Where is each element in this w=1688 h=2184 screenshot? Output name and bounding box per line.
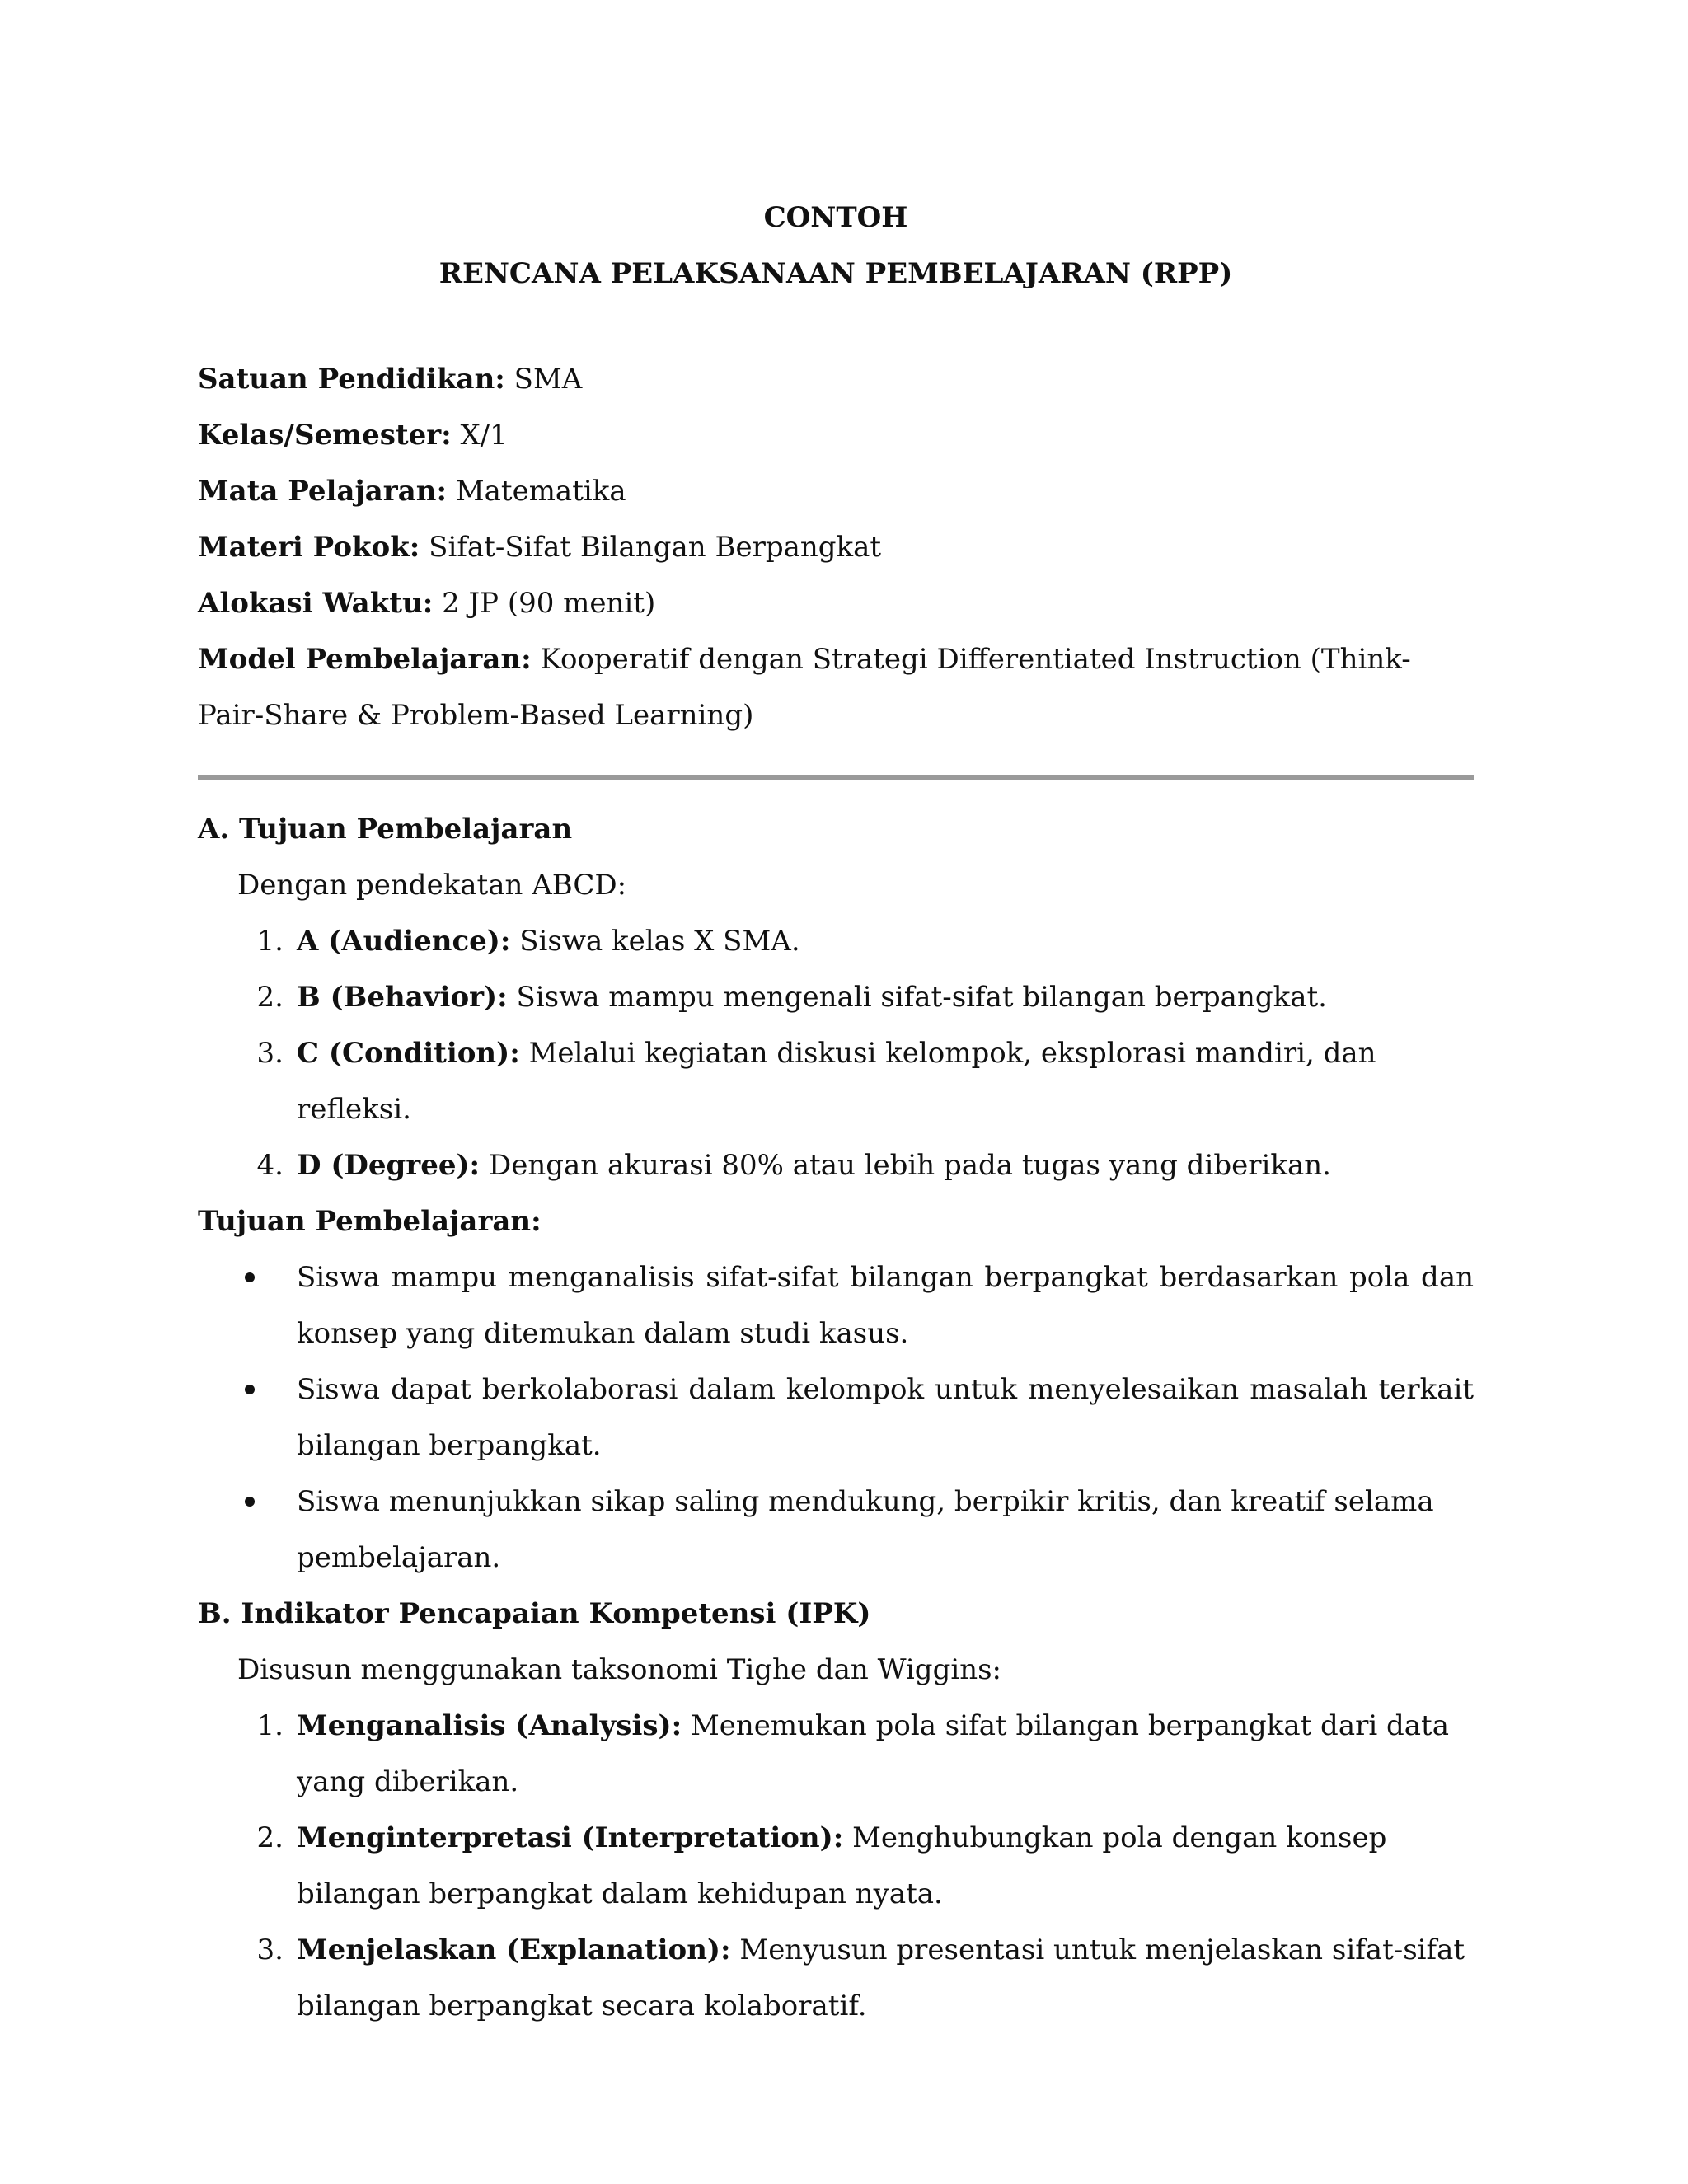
- document-page: [198, 190, 1474, 2034]
- meta-row-kelas: [198, 407, 1474, 463]
- list-item: [198, 1810, 1474, 1922]
- abcd-list: [198, 913, 1474, 1193]
- list-item: [198, 1137, 1474, 1193]
- meta-label: Satuan Pendidikan:: [198, 363, 505, 396]
- meta-label: Mata Pelajaran:: [198, 475, 448, 508]
- horizontal-divider: [198, 775, 1474, 780]
- item-label: B (Behavior):: [297, 981, 508, 1014]
- list-number: 1.: [256, 925, 284, 958]
- list-number: 2.: [256, 1821, 284, 1854]
- item-text: Siswa mampu menganalisis sifat-sifat bilangan berpangkat berdasarkan pola dan konsep yang ditemukan dalam studi kasus.: [297, 1261, 1474, 1350]
- meta-label: Alokasi Waktu:: [198, 587, 434, 620]
- section-b-intro: Disusun menggunakan taksonomi Tighe dan Wiggins:: [237, 1653, 1002, 1686]
- list-item: [198, 1698, 1474, 1810]
- meta-value: X/1: [460, 419, 508, 452]
- section-a-intro: Dengan pendekatan ABCD:: [237, 869, 627, 902]
- list-item: [198, 1025, 1474, 1137]
- bullet-icon: [245, 1385, 255, 1394]
- meta-row-materi: [198, 519, 1474, 575]
- goals-list: [198, 1249, 1474, 1586]
- list-number: 3.: [256, 1933, 284, 1966]
- item-text: Menyusun presentasi untuk menjelaskan sifat-sifat bilangan berpangkat secara kolaboratif.: [297, 1933, 1465, 2022]
- ipk-list: [198, 1698, 1474, 2034]
- section-a-heading: A. Tujuan Pembelajaran: [198, 813, 573, 846]
- meta-row-mapel: [198, 463, 1474, 519]
- item-label: Menginterpretasi (Interpretation):: [297, 1821, 844, 1854]
- meta-value: SMA: [513, 363, 583, 396]
- bullet-icon: [245, 1272, 255, 1282]
- meta-block: [198, 351, 1474, 743]
- item-text: Menemukan pola sifat bilangan berpangkat dari data yang diberikan.: [297, 1709, 1449, 1798]
- list-number: 2.: [256, 981, 284, 1014]
- meta-value: Matematika: [455, 475, 626, 508]
- list-item: [198, 913, 1474, 969]
- list-item: [198, 1361, 1474, 1474]
- meta-row-alokasi: [198, 575, 1474, 631]
- item-label: C (Condition):: [297, 1037, 520, 1070]
- item-text: Siswa mampu mengenali sifat-sifat bilangan berpangkat.: [516, 981, 1327, 1014]
- meta-label: Model Pembelajaran:: [198, 643, 532, 676]
- list-item: [198, 1474, 1474, 1586]
- document-title-line2: RENCANA PELAKSANAAN PEMBELAJARAN (RPP): [438, 257, 1233, 290]
- item-label: D (Degree):: [297, 1149, 481, 1182]
- list-number: 4.: [256, 1149, 284, 1182]
- meta-value: 2 JP (90 menit): [442, 587, 656, 620]
- document-title-line1: CONTOH: [763, 201, 908, 234]
- list-item: [198, 1922, 1474, 2034]
- list-item: [198, 1249, 1474, 1361]
- meta-value: Sifat-Sifat Bilangan Berpangkat: [429, 531, 882, 564]
- bullet-icon: [245, 1497, 255, 1507]
- list-number: 1.: [256, 1709, 284, 1742]
- item-label: Menganalisis (Analysis):: [297, 1709, 682, 1742]
- item-text: Melalui kegiatan diskusi kelompok, eksplorasi mandiri, dan refleksi.: [297, 1037, 1376, 1126]
- list-item: [198, 969, 1474, 1025]
- item-label: A (Audience):: [297, 925, 511, 958]
- section-b-heading: B. Indikator Pencapaian Kompetensi (IPK): [198, 1597, 871, 1630]
- goals-heading: Tujuan Pembelajaran:: [198, 1205, 542, 1238]
- meta-row-model: [198, 631, 1474, 743]
- meta-value: Kooperatif dengan Strategi Differentiated Instruction (Think-Pair-Share & Problem-Based Learning): [198, 643, 1411, 732]
- item-text: Siswa menunjukkan sikap saling mendukung, berpikir kritis, dan kreatif selama pembelajaran.: [297, 1485, 1434, 1574]
- list-number: 3.: [256, 1037, 284, 1070]
- item-text: Siswa kelas X SMA.: [519, 925, 800, 958]
- item-label: Menjelaskan (Explanation):: [297, 1933, 731, 1966]
- meta-row-satuan: [198, 351, 1474, 407]
- item-text: Dengan akurasi 80% atau lebih pada tugas yang diberikan.: [488, 1149, 1331, 1182]
- item-text: Menghubungkan pola dengan konsep bilangan berpangkat dalam kehidupan nyata.: [297, 1821, 1387, 1910]
- meta-label: Materi Pokok:: [198, 531, 420, 564]
- item-text: Siswa dapat berkolaborasi dalam kelompok untuk menyelesaikan masalah terkait bilangan berpangkat.: [297, 1373, 1474, 1462]
- meta-label: Kelas/Semester:: [198, 419, 452, 452]
